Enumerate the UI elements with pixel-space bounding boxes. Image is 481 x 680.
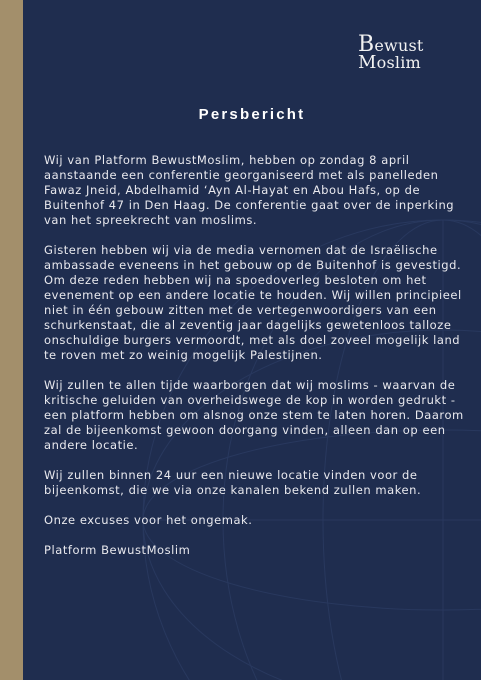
paragraph-2: Gisteren hebben wij via de media vernomen dat de Israëlische ambassade eveneens in het gebouw op de Buitenhof is gevestigd. Om deze reden hebben wij na spoedoverleg besloten om het evenement op een andere locatie te houden. Wij willen principieel niet in één gebouw zitten met de vertegenwoordigers van een schurkenstaat, die al zeventig jaar dagelijks gewetenloos talloze onschuldige burgers vermoordt, met als doel zoveel mogelijk land te roven met zo weinig mogelijk Palestijnen.: [44, 243, 462, 362]
logo-line-2: [358, 54, 421, 72]
paragraph-4: Wij zullen binnen 24 uur een nieuwe locatie vinden voor de bijeenkomst, die we via onze kanalen bekend zullen maken.: [44, 468, 422, 497]
logo-initial-b: B: [358, 32, 375, 57]
logo-initial-m: M: [358, 52, 377, 73]
bewustmoslim-logo: [358, 32, 468, 80]
body-text: [44, 153, 464, 573]
paragraph-3: Wij zullen te allen tijde waarborgen dat wij moslims - waarvan de kritische geluiden van overheidswege de kop in worden gedrukt - een platform hebben om alsnog onze stem te laten horen. Daarom zal de bijeenkomst gewoon doorgang vinden, alleen dan op een andere locatie.: [44, 378, 464, 452]
paragraph-1: Wij van Platform BewustMoslim, hebben op zondag 8 april aanstaande een conferentie georganiseerd met als panelleden Fawaz Jneid, Abdelhamid ‘Ayn Al-Hayat en Abou Hafs, op de Buitenhof 47 in Den Haag. De conferentie gaat over de inperking van het spreekrecht van moslims.: [44, 153, 455, 227]
page-title: Persbericht: [198, 106, 306, 123]
press-release-page: [23, 0, 481, 680]
logo-rest-2: oslim: [376, 53, 421, 72]
logo-rest-1: ewust: [374, 36, 424, 55]
accent-sidebar-bar: [0, 0, 23, 680]
signature-line: Platform BewustMoslim: [44, 543, 191, 557]
paragraph-5: Onze excuses voor het ongemak.: [44, 513, 253, 527]
